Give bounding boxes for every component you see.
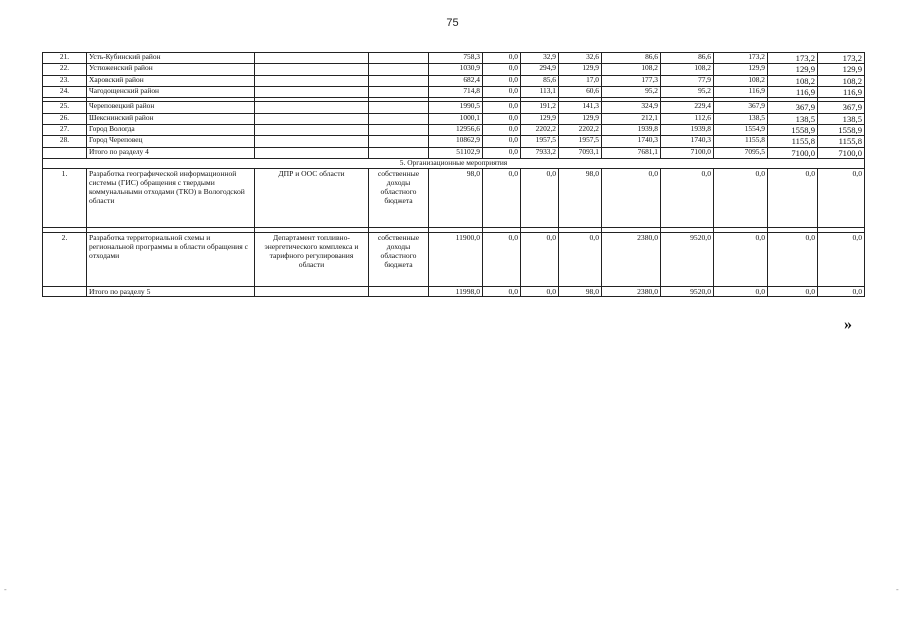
value-cell: 1554,9 [714,124,768,135]
row-name: Харовский район [87,75,255,86]
executor-cell [255,286,369,296]
executor-cell [255,124,369,135]
source-cell [369,136,429,147]
row-name: Череповецкий район [87,102,255,113]
value-cell: 1740,3 [602,136,661,147]
activity-row [43,168,865,227]
activity-row [43,232,865,286]
closing-quote-mark: » [844,316,852,333]
value-cell: 191,2 [521,102,559,113]
value-cell: 0,0 [483,136,521,147]
value-cell: 32,6 [559,53,602,64]
row-name: Город Вологда [87,124,255,135]
row-name: Чагодощенский район [87,86,255,97]
row-number: 2. [43,232,87,286]
value-cell: 0,0 [483,53,521,64]
value-cell: 173,2 [714,53,768,64]
value-cell: 7100,0 [818,147,865,158]
row-name: Город Череповец [87,136,255,147]
value-cell: 714,8 [429,86,483,97]
value-cell: 0,0 [483,147,521,158]
value-cell: 60,6 [559,86,602,97]
executor-cell [255,86,369,97]
value-cell: 2202,2 [559,124,602,135]
value-cell: 1939,8 [602,124,661,135]
value-cell: 0,0 [483,286,521,296]
value-cell: 0,0 [714,168,768,227]
value-cell: 7093,1 [559,147,602,158]
value-cell: 0,0 [768,168,818,227]
value-cell: 7100,0 [768,147,818,158]
value-cell: 177,3 [602,75,661,86]
value-cell: 0,0 [483,75,521,86]
district-row [43,53,865,64]
source-cell [369,147,429,158]
value-cell: 95,2 [602,86,661,97]
section5-total-row [43,286,865,296]
value-cell: 9520,0 [661,286,714,296]
value-cell: 0,0 [818,286,865,296]
district-row [43,75,865,86]
value-cell: 116,9 [714,86,768,97]
value-cell: 0,0 [483,64,521,75]
row-number: 1. [43,168,87,227]
left-edge-mark: - [4,585,7,594]
district-row [43,102,865,113]
value-cell: 0,0 [768,232,818,286]
value-cell: 86,6 [661,53,714,64]
source-cell [369,113,429,124]
row-number: 26. [43,113,87,124]
row-number: 24. [43,86,87,97]
value-cell: 682,4 [429,75,483,86]
value-cell: 0,0 [521,286,559,296]
executor-cell [255,75,369,86]
district-row [43,136,865,147]
source-cell [369,102,429,113]
value-cell: 1957,5 [559,136,602,147]
activity-name: Разработка территориальной схемы и региональной программы в области обращения с отходами [87,232,255,286]
source-cell: собственные доходы областного бюджета [369,168,429,227]
value-cell: 0,0 [714,232,768,286]
row-number: 22. [43,64,87,75]
value-cell: 51102,9 [429,147,483,158]
value-cell: 7933,2 [521,147,559,158]
total-label: Итого по разделу 5 [87,286,255,296]
executor-cell [255,53,369,64]
value-cell: 12956,6 [429,124,483,135]
budget-table [42,52,865,297]
value-cell: 212,1 [602,113,661,124]
executor-cell [255,64,369,75]
value-cell: 2202,2 [521,124,559,135]
section5-header-row [43,158,865,168]
value-cell: 367,9 [818,102,865,113]
value-cell: 0,0 [483,113,521,124]
value-cell: 2380,0 [602,232,661,286]
value-cell: 9520,0 [661,232,714,286]
value-cell: 11998,0 [429,286,483,296]
value-cell: 108,2 [818,75,865,86]
district-row [43,113,865,124]
executor-cell [255,102,369,113]
value-cell: 173,2 [768,53,818,64]
value-cell: 1155,8 [714,136,768,147]
value-cell: 138,5 [714,113,768,124]
district-row [43,124,865,135]
value-cell: 98,0 [559,168,602,227]
value-cell: 112,6 [661,113,714,124]
value-cell: 77,9 [661,75,714,86]
value-cell: 0,0 [521,168,559,227]
value-cell: 98,0 [559,286,602,296]
value-cell: 0,0 [818,168,865,227]
value-cell: 0,0 [768,286,818,296]
source-cell [369,124,429,135]
value-cell: 116,9 [818,86,865,97]
value-cell: 85,6 [521,75,559,86]
value-cell: 11900,0 [429,232,483,286]
source-cell [369,64,429,75]
value-cell: 324,9 [602,102,661,113]
value-cell: 129,9 [559,113,602,124]
executor-cell: Департамент топливно-энергетического комплекса и тарифного регулирования области [255,232,369,286]
executor-cell [255,136,369,147]
value-cell: 138,5 [768,113,818,124]
value-cell: 116,9 [768,86,818,97]
value-cell: 2380,0 [602,286,661,296]
row-number: 23. [43,75,87,86]
value-cell: 0,0 [483,102,521,113]
section4-total-row [43,147,865,158]
row-number: 27. [43,124,87,135]
value-cell: 1957,5 [521,136,559,147]
row-name: Усть-Кубинский район [87,53,255,64]
value-cell: 7095,5 [714,147,768,158]
value-cell: 0,0 [483,124,521,135]
total-label: Итого по разделу 4 [87,147,255,158]
activity-name: Разработка географической информационной системы (ГИС) обращения с твердыми коммунальными отходами (ТКО) в Вологодской области [87,168,255,227]
value-cell: 173,2 [818,53,865,64]
value-cell: 0,0 [483,232,521,286]
value-cell: 98,0 [429,168,483,227]
value-cell: 108,2 [602,64,661,75]
value-cell: 129,9 [818,64,865,75]
value-cell: 0,0 [559,232,602,286]
value-cell: 0,0 [818,232,865,286]
value-cell: 129,9 [521,113,559,124]
value-cell: 113,1 [521,86,559,97]
value-cell: 7100,0 [661,147,714,158]
value-cell: 0,0 [661,168,714,227]
value-cell: 1740,3 [661,136,714,147]
value-cell: 7681,1 [602,147,661,158]
value-cell: 1558,9 [818,124,865,135]
value-cell: 367,9 [714,102,768,113]
value-cell: 108,2 [714,75,768,86]
value-cell: 129,9 [559,64,602,75]
source-cell [369,75,429,86]
row-name: Шекснинский район [87,113,255,124]
executor-cell [255,113,369,124]
value-cell: 294,9 [521,64,559,75]
value-cell: 1939,8 [661,124,714,135]
source-cell: собственные доходы областного бюджета [369,232,429,286]
value-cell: 10862,9 [429,136,483,147]
section5-title: 5. Организационные мероприятия [43,158,865,168]
value-cell: 95,2 [661,86,714,97]
value-cell: 141,3 [559,102,602,113]
district-row [43,64,865,75]
executor-cell: ДПР и ООС области [255,168,369,227]
value-cell: 0,0 [602,168,661,227]
value-cell: 129,9 [714,64,768,75]
value-cell: 1030,9 [429,64,483,75]
row-number [43,147,87,158]
value-cell: 367,9 [768,102,818,113]
value-cell: 108,2 [768,75,818,86]
value-cell: 129,9 [768,64,818,75]
district-row [43,86,865,97]
value-cell: 108,2 [661,64,714,75]
value-cell: 32,9 [521,53,559,64]
value-cell: 0,0 [483,86,521,97]
value-cell: 138,5 [818,113,865,124]
row-number: 21. [43,53,87,64]
source-cell [369,53,429,64]
value-cell: 0,0 [521,232,559,286]
source-cell [369,86,429,97]
value-cell: 1000,1 [429,113,483,124]
value-cell: 229,4 [661,102,714,113]
value-cell: 1558,9 [768,124,818,135]
source-cell [369,286,429,296]
row-name: Устюженский район [87,64,255,75]
value-cell: 1155,8 [818,136,865,147]
value-cell: 1155,8 [768,136,818,147]
value-cell: 1990,5 [429,102,483,113]
value-cell: 0,0 [714,286,768,296]
row-number [43,286,87,296]
row-number: 28. [43,136,87,147]
value-cell: 17,0 [559,75,602,86]
right-edge-mark: - [896,585,899,594]
value-cell: 0,0 [483,168,521,227]
row-number: 25. [43,102,87,113]
page-number: 75 [446,17,459,29]
value-cell: 758,3 [429,53,483,64]
executor-cell [255,147,369,158]
value-cell: 86,6 [602,53,661,64]
